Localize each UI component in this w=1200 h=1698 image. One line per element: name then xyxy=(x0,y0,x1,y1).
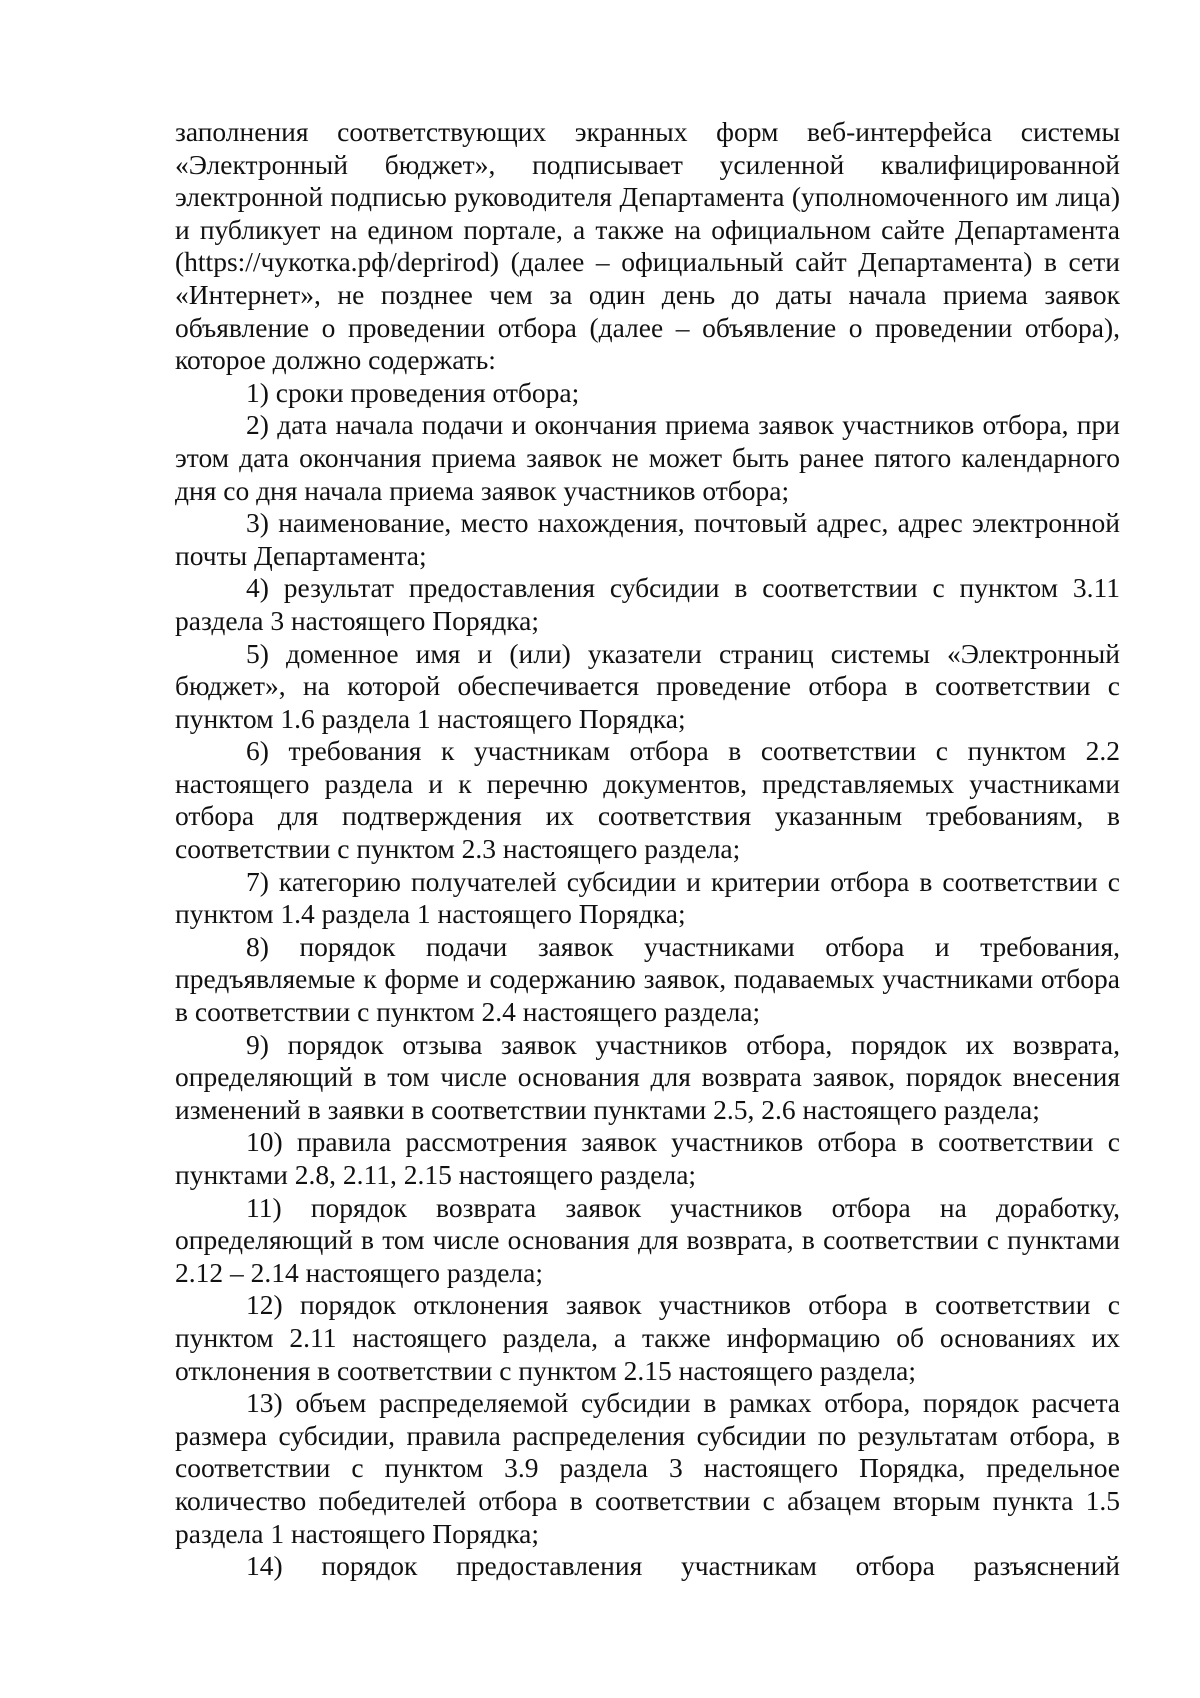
list-item-2: 2) дата начала подачи и окончания приема заявок участников отбора, при этом дата окончания приема заявок не может быть ранее пятого календарного дня со дня начала приема заявок участников отбора; xyxy=(175,409,1120,506)
list-item-5: 5) доменное имя и (или) указатели страниц системы «Электронный бюджет», на которой обеспечивается проведение отбора в соответствии с пунктом 1.6 раздела 1 настоящего Порядка; xyxy=(175,637,1120,734)
list-item-14: 14) порядок предоставления участникам отбора разъяснений xyxy=(246,1550,1120,1582)
list-item-1: 1) сроки проведения отбора; xyxy=(246,376,580,408)
list-item-8: 8) порядок подачи заявок участниками отбора и требования, предъявляемые к форме и содержанию заявок, подаваемых участниками отбора в соответствии с пунктом 2.4 настоящего раздела; xyxy=(175,930,1120,1028)
intro-paragraph: заполнения соответствующих экранных форм веб-интерфейса системы «Электронный бюджет», подписывает усиленной квалифицированной электронной подписью руководителя Департамента (уполномоченного им лица) и публикует на едином портале, а также на официальном сайте Департамента (https://чукотка.рф/deprirod) (далее – официальный сайт Департамента) в сети «Интернет», не позднее чем за один день до даты начала приема заявок объявление о проведении отбора (далее – объявление о проведении отбора), которое должно содержать: xyxy=(175,116,1120,376)
list-item-10: 10) правила рассмотрения заявок участников отбора в соответствии с пунктами 2.8, 2.11, 2.15 настоящего раздела; xyxy=(175,1126,1120,1190)
list-item-6: 6) требования к участникам отбора в соответствии с пунктом 2.2 настоящего раздела и к перечню документов, представляемых участниками отбора для подтверждения их соответствия указанным требованиям, в соответствии с пунктом 2.3 настоящего раздела; xyxy=(175,735,1120,865)
list-item-9: 9) порядок отзыва заявок участников отбора, порядок их возврата, определяющий в том числе основания для возврата заявок, порядок внесения изменений в заявки в соответствии пунктами 2.5, 2.6 настоящего раздела; xyxy=(175,1028,1120,1125)
list-item-11: 11) порядок возврата заявок участников отбора на доработку, определяющий в том числе основания для возврата, в соответствии с пунктами 2.12 – 2.14 настоящего раздела; xyxy=(175,1191,1120,1288)
list-item-13: 13) объем распределяемой субсидии в рамках отбора, порядок расчета размера субсидии, правила распределения субсидии по результатам отбора, в соответствии с пунктом 3.9 раздела 3 настоящего Порядка, предельное количество победителей отбора в соответствии с абзацем вторым пункта 1.5 раздела 1 настоящего Порядка; xyxy=(175,1387,1120,1549)
list-item-4: 4) результат предоставления субсидии в соответствии с пунктом 3.11 раздела 3 настоящего Порядка; xyxy=(175,572,1120,636)
list-item-12: 12) порядок отклонения заявок участников отбора в соответствии с пунктом 2.11 настоящего раздела, а также информацию об основаниях их отклонения в соответствии с пунктом 2.15 настоящего раздела; xyxy=(175,1289,1120,1386)
list-item-7: 7) категорию получателей субсидии и критерии отбора в соответствии с пунктом 1.4 раздела 1 настоящего Порядка; xyxy=(175,865,1120,930)
list-item-3: 3) наименование, место нахождения, почтовый адрес, адрес электронной почты Департамента; xyxy=(175,507,1120,571)
document-page xyxy=(175,116,1120,1583)
